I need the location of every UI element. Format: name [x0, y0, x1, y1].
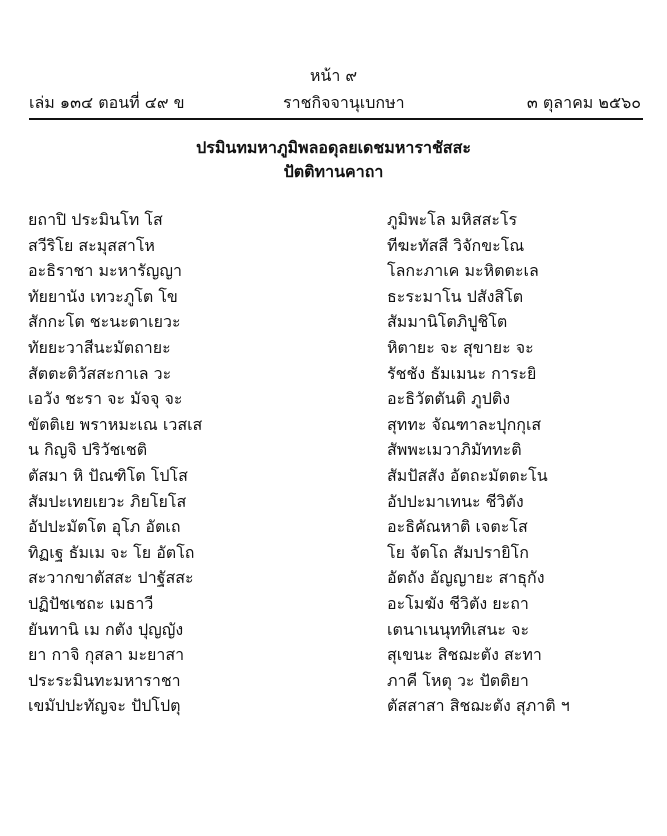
verse-line	[0, 591, 667, 617]
verse-second-half: อะธิคัณหาติ เจตะโส	[387, 517, 528, 537]
verse-second-half: สุเขนะ สิชฌะตัง สะทา	[387, 645, 542, 665]
verse-line	[0, 437, 667, 463]
verse-line	[0, 412, 667, 438]
verse-second-half: ภาคี โหตุ วะ ปัตติยา	[387, 670, 529, 690]
verse-line	[0, 284, 667, 310]
verse-line	[0, 386, 667, 412]
verse-second-half: โลกะภาเค มะหิตตะเล	[387, 261, 539, 281]
verse-body	[0, 207, 667, 719]
page-number: หน้า ๙	[309, 66, 358, 85]
verse-line	[0, 335, 667, 361]
verse-line	[0, 489, 667, 515]
verse-second-half: สัพพะเมวาภิมัททะติ	[387, 440, 522, 460]
verse-line	[0, 514, 667, 540]
document-title: ปรมินทมหาภูมิพลอดุลยเดชมหาราชัสสะ	[196, 138, 471, 157]
verse-line	[0, 565, 667, 591]
verse-first-half: ปฏิปัชเชถะ เมธาวี	[28, 593, 154, 613]
verse-first-half: ยถาปิ ประมินโท โส	[28, 210, 163, 229]
verse-line	[0, 642, 667, 668]
verse-first-half: ทัยยานัง เทวะภูโต โข	[28, 286, 178, 306]
verse-line	[0, 361, 667, 387]
verse-first-half: ตัสมา หิ ปัณฑิโต โปโส	[28, 465, 188, 485]
verse-first-half: สะวากขาตัสสะ ปาฐัสสะ	[28, 568, 194, 588]
verse-second-half: โย จัตโถ สัมปรายิโก	[387, 542, 529, 562]
verse-first-half: ยันทานิ เม กตัง ปุญญัง	[28, 619, 184, 639]
verse-first-half: เอวัง ชะรา จะ มัจจุ จะ	[28, 389, 183, 409]
verse-second-half: อะโมฆัง ชีวิตัง ยะถา	[387, 593, 529, 613]
verse-second-half: อัตถัง อัญญายะ สาธุกัง	[387, 568, 545, 588]
volume-issue-label: เล่ม ๑๓๔ ตอนที่ ๔๙ ข	[29, 93, 185, 112]
document-subtitle: ปัตติทานคาถา	[283, 162, 384, 181]
gazette-name: ราชกิจจานุเบกษา	[283, 93, 405, 112]
verse-first-half: เขมัปปะทัญจะ ปัปโปตุ	[28, 696, 181, 716]
verse-first-half: สัตตะติวัสสะกาเล วะ	[28, 363, 172, 383]
verse-first-half: ขัตติเย พราหมะเณ เวสเส	[28, 414, 203, 434]
verse-second-half: ทีฆะทัสสี วิจักขะโณ	[387, 235, 525, 255]
verse-second-half: สัมมานิโตภิปูชิโต	[387, 312, 508, 332]
verse-line	[0, 258, 667, 284]
verse-first-half: สัมปะเทยเยวะ ภิยโยโส	[28, 491, 187, 511]
gazette-header	[29, 92, 641, 114]
header-divider	[29, 118, 643, 120]
verse-line	[0, 540, 667, 566]
verse-line	[0, 693, 667, 719]
verse-first-half: ประระมินทะมหาราชา	[28, 670, 181, 690]
verse-line	[0, 668, 667, 694]
verse-second-half: สุททะ จัณฑาละปุกกุเส	[387, 414, 542, 434]
verse-first-half: ทัยยะวาสีนะมัตถายะ	[28, 337, 171, 357]
verse-second-half: อะธิวัตตันติ ภูปติง	[387, 389, 511, 409]
verse-line	[0, 617, 667, 643]
verse-second-half: ตัสสาสา สิชฌะตัง สุภาติ ฯ	[387, 696, 570, 716]
verse-line	[0, 233, 667, 259]
verse-line	[0, 463, 667, 489]
verse-second-half: ธะระมาโน ปสังสิโต	[387, 286, 524, 306]
verse-second-half: รัชชัง ธัมเมนะ การะยิ	[387, 363, 537, 383]
verse-first-half: อะธิราชา มะหารัญญา	[28, 261, 182, 281]
verse-line	[0, 309, 667, 335]
verse-second-half: อัปปะมาเทนะ ชีวิตัง	[387, 491, 524, 511]
verse-first-half: สักกะโต ชะนะตาเยวะ	[28, 312, 181, 332]
verse-second-half: เตนาเนนุททิเสนะ จะ	[387, 619, 530, 639]
verse-second-half: สัมปัสสัง อัตถะมัตตะโน	[387, 465, 548, 485]
publication-date: ๓ ตุลาคม ๒๕๖๐	[526, 93, 641, 112]
verse-first-half: ยา กาจิ กุสลา มะยาสา	[28, 645, 185, 665]
verse-second-half: ภูมิพะโล มหิสสะโร	[387, 210, 518, 229]
verse-first-half: น กิญจิ ปริวัชเชติ	[28, 440, 148, 460]
verse-first-half: สวีริโย สะมุสสาโห	[28, 235, 155, 255]
verse-first-half: อัปปะมัตโต อุโภ อัตเถ	[28, 517, 181, 537]
verse-line	[0, 207, 667, 233]
verse-first-half: ทิฏเฐ ธัมเม จะ โย อัตโถ	[28, 542, 195, 562]
verse-second-half: หิตายะ จะ สุขายะ จะ	[387, 337, 534, 357]
